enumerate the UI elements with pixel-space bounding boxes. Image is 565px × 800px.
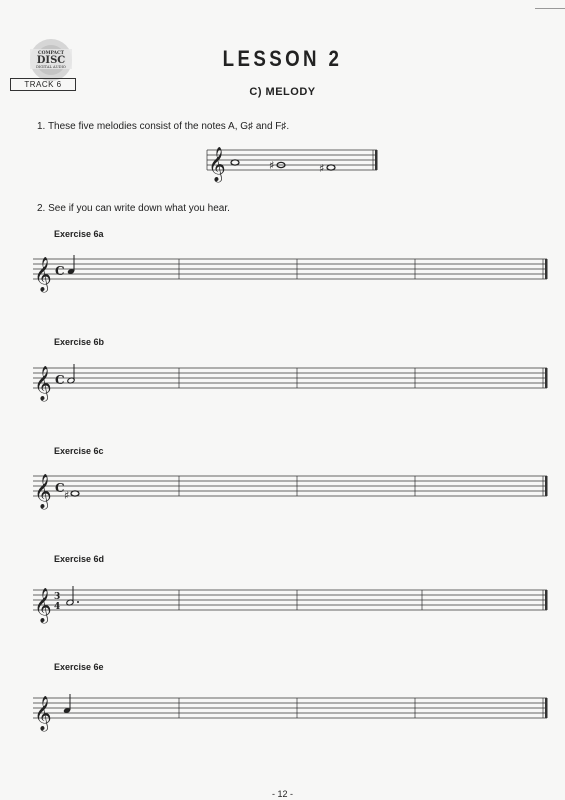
exercise-label-6b: Exercise 6b: [54, 337, 105, 347]
treble-clef-icon: 𝄞: [34, 257, 52, 292]
section-subtitle: C) MELODY: [249, 86, 316, 98]
svg-text:DISC: DISC: [36, 55, 66, 66]
sharp-icon: ♯: [64, 489, 70, 502]
sharp-icon: ♯: [319, 162, 325, 175]
whole-note-a: [231, 160, 239, 165]
exercise-label-6a: Exercise 6a: [54, 229, 104, 239]
treble-clef-icon: 𝄞: [34, 588, 52, 623]
time-signature: C: [55, 373, 65, 387]
treble-clef-icon: 𝄞: [208, 147, 226, 182]
instruction-1: 1. These five melodies consist of the notes A, G♯ and F♯.: [37, 121, 290, 132]
whole-note-f-sharp: [327, 165, 335, 170]
sharp-icon: ♯: [269, 159, 275, 172]
exercise-label-6c: Exercise 6c: [54, 446, 104, 456]
exercise-label-6d: Exercise 6d: [54, 554, 105, 564]
page-number: - 12 -: [271, 789, 293, 799]
time-signature: C: [55, 264, 65, 278]
track-label: TRACK 6: [10, 78, 76, 91]
whole-note-f-sharp: [71, 491, 79, 496]
corner-mark: [535, 8, 565, 9]
exercise-staff-6c: [33, 466, 551, 510]
instruction-2: 2. See if you can write down what you hear.: [37, 203, 230, 214]
exercise-label-6e: Exercise 6e: [54, 662, 104, 672]
exercise-staff-6b: [33, 358, 551, 402]
lesson-title: LESSON 2: [222, 46, 343, 71]
time-signature: C: [55, 481, 65, 495]
treble-clef-icon: 𝄞: [34, 366, 52, 401]
exercise-staff-6a: [33, 249, 551, 293]
svg-text:COMPACT: COMPACT: [38, 51, 64, 56]
svg-text:DIGITAL AUDIO: DIGITAL AUDIO: [36, 65, 66, 69]
time-signature-bottom: 4: [54, 602, 61, 612]
exercise-staff-6d: [33, 582, 551, 626]
treble-clef-icon: 𝄞: [34, 696, 52, 731]
notes-reference-staff: [205, 142, 383, 186]
exercise-staff-6e: [33, 690, 551, 734]
time-signature-top: 3: [54, 592, 61, 602]
treble-clef-icon: 𝄞: [34, 474, 52, 509]
